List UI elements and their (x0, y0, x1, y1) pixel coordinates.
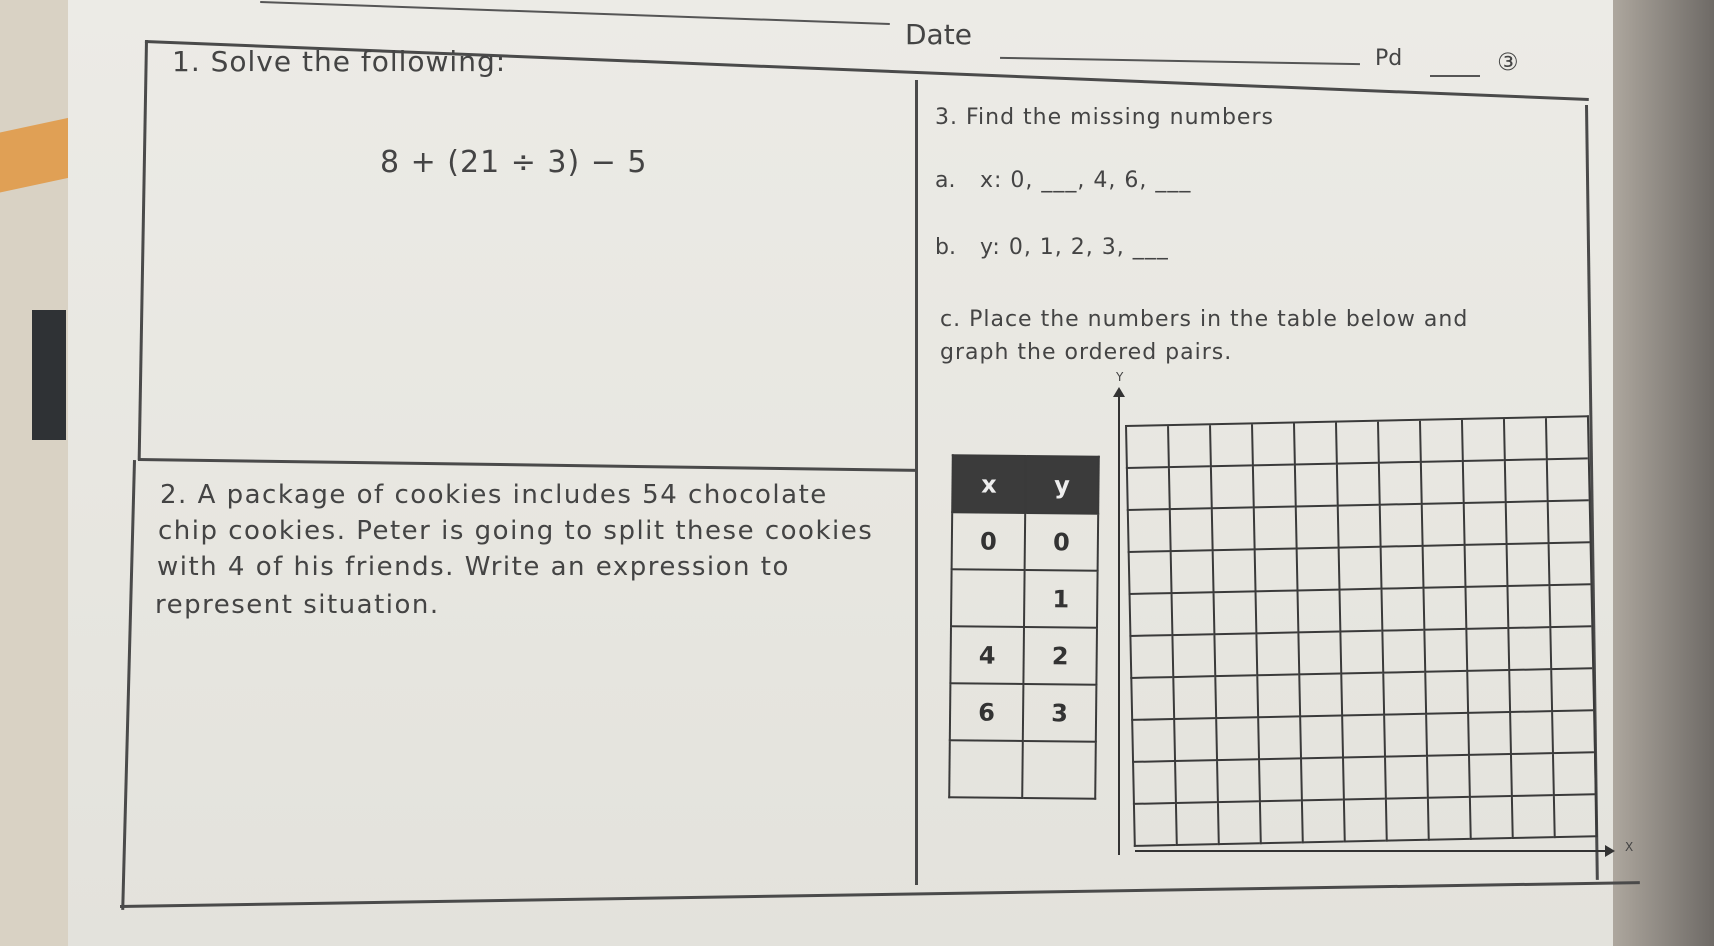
table-cell-x[interactable] (951, 569, 1025, 627)
grid-cell[interactable] (1380, 547, 1423, 590)
grid-cell[interactable] (1385, 799, 1428, 842)
grid-cell[interactable] (1341, 716, 1384, 759)
grid-cell[interactable] (1509, 712, 1552, 755)
graph-x-axis-label: X (1625, 840, 1634, 854)
grid-cell[interactable] (1337, 506, 1380, 549)
grid-cell[interactable] (1297, 591, 1340, 634)
grid-cell[interactable] (1381, 631, 1424, 674)
grid-cell[interactable] (1420, 462, 1463, 505)
coordinate-grid[interactable] (1125, 415, 1598, 847)
table-row (950, 683, 1097, 742)
grid-cell[interactable] (1545, 417, 1588, 460)
grid-cell[interactable] (1209, 424, 1252, 467)
grid-cell[interactable] (1383, 715, 1426, 758)
grid-cell[interactable] (1297, 633, 1340, 676)
grid-cell[interactable] (1338, 548, 1381, 591)
grid-cell[interactable] (1296, 549, 1339, 592)
grid-cell[interactable] (1340, 674, 1383, 717)
grid-cell[interactable] (1379, 505, 1422, 548)
graph-grid-wrap (1125, 415, 1598, 847)
grid-cell[interactable] (1211, 508, 1254, 551)
grid-cell[interactable] (1175, 803, 1218, 846)
grid-cell[interactable] (1298, 675, 1341, 718)
grid-cell[interactable] (1295, 507, 1338, 550)
grid-cell[interactable] (1548, 585, 1591, 628)
grid-cell[interactable] (1301, 801, 1344, 844)
date-label: Date (905, 18, 972, 51)
table-header-y: y (1025, 456, 1099, 514)
table-cell-x[interactable]: 6 (950, 683, 1024, 741)
grid-cell[interactable] (1343, 800, 1386, 843)
grid-cell[interactable] (1423, 630, 1466, 673)
grid-cell[interactable] (1377, 421, 1420, 464)
grid-cell[interactable] (1384, 757, 1427, 800)
grid-cell[interactable] (1169, 509, 1212, 552)
grid-cell[interactable] (1506, 544, 1549, 587)
grid-cell[interactable] (1464, 545, 1507, 588)
grid-cell[interactable] (1128, 552, 1171, 595)
grid-cell[interactable] (1294, 465, 1337, 508)
grid-cell[interactable] (1503, 418, 1546, 461)
grid-cell[interactable] (1427, 798, 1470, 841)
problem2-line3: with 4 of his friends. Write an expression to (157, 552, 790, 582)
table-cell-y[interactable]: 1 (1024, 570, 1098, 628)
xy-table (948, 454, 1100, 800)
grid-cell[interactable] (1465, 629, 1508, 672)
grid-cell[interactable] (1171, 593, 1214, 636)
problem3-part-c-line2: graph the ordered pairs. (940, 340, 1233, 365)
problem3-title: 3. Find the missing numbers (935, 105, 1274, 130)
grid-cell[interactable] (1467, 713, 1510, 756)
grid-cell[interactable] (1125, 426, 1168, 469)
grid-cell[interactable] (1255, 591, 1298, 634)
grid-cell[interactable] (1550, 669, 1593, 712)
grid-cell[interactable] (1549, 627, 1592, 670)
problem3-part-a-text: x: 0, ___, 4, 6, ___ (980, 168, 1192, 193)
grid-cell[interactable] (1300, 759, 1343, 802)
grid-cell[interactable] (1129, 636, 1172, 679)
grid-cell[interactable] (1553, 795, 1596, 838)
grid-cell[interactable] (1172, 677, 1215, 720)
table-row (951, 569, 1098, 628)
grid-cell[interactable] (1212, 550, 1255, 593)
grid-cell[interactable] (1255, 633, 1298, 676)
grid-cell[interactable] (1463, 503, 1506, 546)
graph-y-axis-label: Y (1116, 370, 1124, 384)
grid-cell[interactable] (1127, 510, 1170, 553)
grid-cell[interactable] (1132, 762, 1175, 805)
grid-cell[interactable] (1469, 797, 1512, 840)
grid-cell[interactable] (1259, 801, 1302, 844)
grid-cell[interactable] (1129, 594, 1172, 637)
grid-cell[interactable] (1168, 467, 1211, 510)
problem3-part-b-label: b. (935, 235, 956, 260)
grid-cell[interactable] (1378, 463, 1421, 506)
grid-cell[interactable] (1131, 720, 1174, 763)
grid-cell[interactable] (1551, 711, 1594, 754)
grid-cell[interactable] (1130, 678, 1173, 721)
grid-cell[interactable] (1511, 796, 1554, 839)
grid-cell[interactable] (1462, 461, 1505, 504)
grid-cell[interactable] (1464, 587, 1507, 630)
table-header-row (952, 455, 1099, 514)
grid-cell[interactable] (1258, 759, 1301, 802)
grid-cell[interactable] (1252, 465, 1295, 508)
grid-cell[interactable] (1293, 423, 1336, 466)
grid-cell[interactable] (1126, 468, 1169, 511)
grid-cell[interactable] (1339, 590, 1382, 633)
grid-cell[interactable] (1216, 760, 1259, 803)
grid-cell[interactable] (1335, 422, 1378, 465)
table-row (950, 626, 1097, 685)
grid-cell[interactable] (1342, 758, 1385, 801)
grid-cell[interactable] (1547, 501, 1590, 544)
problem1-title: 1. Solve the following: (172, 45, 507, 78)
grid-cell[interactable] (1421, 504, 1464, 547)
grid-cell[interactable] (1213, 592, 1256, 635)
grid-cell[interactable] (1133, 804, 1176, 847)
grid-cell[interactable] (1215, 718, 1258, 761)
problem2-line4: represent situation. (155, 590, 440, 620)
grid-cell[interactable] (1507, 628, 1550, 671)
table-row (952, 512, 1099, 571)
box-middle-divider (915, 80, 918, 885)
circled-number: ③ (1497, 48, 1519, 76)
table-cell-y[interactable]: 0 (1025, 513, 1099, 571)
table-header-x: x (952, 455, 1026, 513)
table-row (949, 740, 1096, 799)
table-cell-x[interactable]: 4 (950, 626, 1024, 684)
grid-cell[interactable] (1214, 676, 1257, 719)
grid-cell[interactable] (1546, 459, 1589, 502)
problem1-expression: 8 + (21 ÷ 3) − 5 (380, 145, 648, 180)
grid-cell[interactable] (1510, 754, 1553, 797)
grid-cell[interactable] (1170, 551, 1213, 594)
table-cell-y[interactable]: 2 (1023, 627, 1097, 685)
period-label: Pd (1375, 46, 1403, 71)
grid-cell[interactable] (1552, 753, 1595, 796)
table-cell-y[interactable]: 3 (1023, 684, 1097, 742)
grid-cell[interactable] (1508, 670, 1551, 713)
grid-cell[interactable] (1257, 717, 1300, 760)
grid-cell[interactable] (1505, 502, 1548, 545)
graph-x-axis (1135, 850, 1605, 852)
grid-cell[interactable] (1419, 420, 1462, 463)
grid-cell[interactable] (1339, 632, 1382, 675)
grid-cell[interactable] (1504, 460, 1547, 503)
table-cell-y[interactable] (1022, 741, 1096, 799)
problem2-line2: chip cookies. Peter is going to split these cookies (158, 516, 874, 546)
grid-cell[interactable] (1173, 719, 1216, 762)
period-underline[interactable] (1430, 75, 1480, 77)
grid-cell[interactable] (1253, 507, 1296, 550)
grid-cell[interactable] (1468, 755, 1511, 798)
grid-cell[interactable] (1506, 586, 1549, 629)
grid-cell[interactable] (1174, 761, 1217, 804)
grid-cell[interactable] (1251, 423, 1294, 466)
problem3-part-b-text: y: 0, 1, 2, 3, ___ (980, 235, 1169, 260)
grid-cell[interactable] (1381, 589, 1424, 632)
grid-cell[interactable] (1425, 714, 1468, 757)
grid-cell[interactable] (1382, 673, 1425, 716)
grid-cell[interactable] (1461, 419, 1504, 462)
grid-cell[interactable] (1299, 717, 1342, 760)
grid-cell[interactable] (1422, 546, 1465, 589)
grid-cell[interactable] (1254, 549, 1297, 592)
grid-cell[interactable] (1256, 675, 1299, 718)
table-cell-x[interactable] (949, 740, 1023, 798)
grid-cell[interactable] (1171, 635, 1214, 678)
grid-cell[interactable] (1424, 672, 1467, 715)
grid-cell[interactable] (1426, 756, 1469, 799)
grid-cell[interactable] (1217, 802, 1260, 845)
grid-cell[interactable] (1548, 543, 1591, 586)
grid-cell[interactable] (1210, 466, 1253, 509)
problem2-line1: 2. A package of cookies includes 54 chocolate (160, 480, 828, 510)
grid-cell[interactable] (1336, 464, 1379, 507)
grid-cell[interactable] (1213, 634, 1256, 677)
problem3-part-c-line1: c. Place the numbers in the table below and (940, 307, 1469, 332)
grid-cell[interactable] (1422, 588, 1465, 631)
dark-bar (32, 310, 66, 440)
graph-y-axis (1118, 395, 1120, 855)
table-cell-x[interactable]: 0 (952, 512, 1026, 570)
problem3-part-a-label: a. (935, 168, 956, 193)
grid-cell[interactable] (1167, 425, 1210, 468)
grid-cell[interactable] (1466, 671, 1509, 714)
